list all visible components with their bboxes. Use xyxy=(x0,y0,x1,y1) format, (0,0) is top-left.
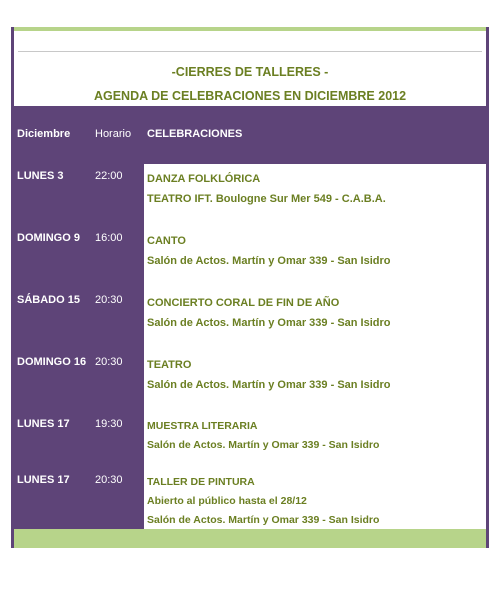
row-day: LUNES 3 xyxy=(17,170,64,182)
row-day: DOMINGO 16 xyxy=(17,356,87,368)
table-header xyxy=(14,106,486,164)
bottom-accent-band xyxy=(14,529,486,548)
row-events xyxy=(144,164,486,226)
row-events xyxy=(144,288,486,350)
row-time: 20:30 xyxy=(95,356,123,368)
event-name: TEATRO xyxy=(147,359,192,371)
row-day: SÁBADO 15 xyxy=(17,294,80,306)
row-day: DOMINGO 9 xyxy=(17,232,80,244)
column-header-time: Horario xyxy=(95,128,132,140)
table-row xyxy=(14,288,486,350)
schedule-table xyxy=(14,106,486,529)
header-divider xyxy=(18,51,482,52)
event-venue: TEATRO IFT. Boulogne Sur Mer 549 - C.A.B.A. xyxy=(147,193,386,205)
table-row xyxy=(14,226,486,288)
column-header-events: CELEBRACIONES xyxy=(147,128,243,140)
row-day: LUNES 17 xyxy=(17,418,70,430)
row-time: 20:30 xyxy=(95,474,123,486)
event-venue: Salón de Actos. Martín y Omar 339 - San Isidro xyxy=(147,514,380,526)
row-time: 20:30 xyxy=(95,294,123,306)
event-note: Abierto al público hasta el 28/12 xyxy=(147,495,307,507)
table-row xyxy=(14,350,486,412)
table-row xyxy=(14,412,486,468)
event-name: TALLER DE PINTURA xyxy=(147,476,255,488)
row-time: 22:00 xyxy=(95,170,123,182)
row-events xyxy=(144,468,486,529)
event-venue: Salón de Actos. Martín y Omar 339 - San Isidro xyxy=(147,255,391,267)
event-venue: Salón de Actos. Martín y Omar 339 - San Isidro xyxy=(147,439,380,451)
event-name: MUESTRA LITERARIA xyxy=(147,420,258,432)
column-header-day: Diciembre xyxy=(17,128,71,140)
event-name: DANZA FOLKLÓRICA xyxy=(147,173,261,185)
event-name: CANTO xyxy=(147,235,186,247)
row-events xyxy=(144,350,486,412)
row-day: LUNES 17 xyxy=(17,474,70,486)
row-events xyxy=(144,412,486,468)
event-venue: Salón de Actos. Martín y Omar 339 - San Isidro xyxy=(147,317,391,329)
title-closing-workshops: -CIERRES DE TALLERES - xyxy=(171,65,329,79)
event-name: CONCIERTO CORAL DE FIN DE AÑO xyxy=(147,297,340,309)
agenda-document xyxy=(11,27,489,548)
row-time: 16:00 xyxy=(95,232,123,244)
title-agenda: AGENDA DE CELEBRACIONES EN DICIEMBRE 2012 xyxy=(93,89,407,103)
table-row xyxy=(14,468,486,529)
table-row xyxy=(14,164,486,226)
row-events xyxy=(144,226,486,288)
top-accent-band xyxy=(14,27,486,31)
row-time: 19:30 xyxy=(95,418,123,430)
event-venue: Salón de Actos. Martín y Omar 339 - San Isidro xyxy=(147,379,391,391)
